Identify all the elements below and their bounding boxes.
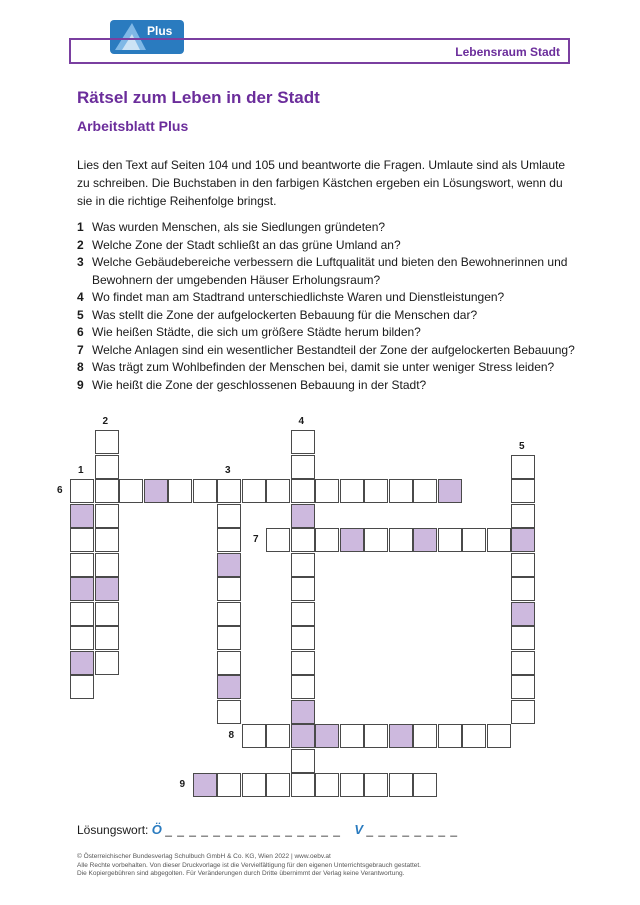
clue-number: 3 [225, 465, 231, 476]
letter-cell[interactable] [511, 651, 535, 675]
letter-cell[interactable] [291, 479, 315, 503]
letter-cell[interactable] [217, 651, 241, 675]
letter-cell[interactable] [511, 479, 535, 503]
question-number: 3 [77, 255, 84, 269]
solution-letter-second: V [354, 822, 363, 837]
letter-cell[interactable] [315, 528, 339, 552]
copyright-footer [77, 853, 577, 879]
question-item [77, 237, 577, 255]
question-number: 9 [77, 377, 84, 392]
clue-number: 8 [228, 730, 235, 741]
letter-cell[interactable] [511, 553, 535, 577]
letter-cell[interactable] [364, 773, 388, 797]
letter-cell[interactable] [193, 479, 217, 503]
letter-cell[interactable] [511, 504, 535, 528]
question-number: 6 [77, 325, 84, 339]
highlighted-letter-cell[interactable] [217, 675, 241, 699]
solution-letter-start: Ö [151, 822, 162, 837]
highlighted-letter-cell[interactable] [70, 651, 94, 675]
solution-line [77, 822, 458, 837]
question-number: 5 [77, 307, 84, 322]
letter-cell[interactable] [340, 773, 364, 797]
letter-cell[interactable] [95, 479, 119, 503]
question-number: 7 [77, 342, 84, 357]
logo-text: Plus [147, 24, 173, 38]
question-text: Welche Gebäudebereiche verbessern die Luftqualität und bieten den Bewohnerinnen und Bewohnern der umgebenden Häuser Erholungsraum? [92, 255, 568, 287]
highlighted-letter-cell[interactable] [511, 602, 535, 626]
highlighted-letter-cell[interactable] [193, 773, 217, 797]
letter-cell[interactable] [266, 479, 290, 503]
clue-number: 2 [102, 416, 109, 427]
letter-cell[interactable] [291, 602, 315, 626]
highlighted-letter-cell[interactable] [144, 479, 168, 503]
highlighted-letter-cell[interactable] [438, 479, 462, 503]
question-list [77, 219, 577, 394]
letter-cell[interactable] [291, 749, 315, 773]
letter-cell[interactable] [242, 479, 266, 503]
letter-cell[interactable] [291, 430, 315, 454]
letter-cell[interactable] [462, 528, 486, 552]
clue-number: 1 [78, 465, 84, 476]
question-item [77, 377, 577, 395]
highlighted-letter-cell[interactable] [291, 724, 315, 748]
clue-number: 5 [519, 440, 525, 452]
letter-cell[interactable] [291, 773, 315, 797]
letter-cell[interactable] [217, 504, 241, 528]
question-text: Was wurden Menschen, als sie Siedlungen gründeten? [92, 220, 386, 234]
letter-cell[interactable] [413, 479, 437, 503]
question-text: Was stellt die Zone der aufgelockerten Bebauung für die Menschen dar? [92, 307, 478, 322]
letter-cell[interactable] [340, 724, 364, 748]
question-text: Was trägt zum Wohlbefinden der Menschen bei, damit sie unter weniger Stress leiden? [92, 360, 555, 374]
letter-cell[interactable] [95, 651, 119, 675]
letter-cell[interactable] [389, 528, 413, 552]
highlighted-letter-cell[interactable] [70, 504, 94, 528]
letter-cell[interactable] [291, 577, 315, 601]
section-title: Lebensraum Stadt [455, 45, 560, 59]
highlighted-letter-cell[interactable] [315, 724, 339, 748]
letter-cell[interactable] [217, 700, 241, 724]
page-subtitle: Arbeitsblatt Plus [77, 118, 189, 134]
question-item [77, 342, 577, 360]
letter-cell[interactable] [95, 504, 119, 528]
question-item [77, 307, 577, 325]
letter-cell[interactable] [217, 773, 241, 797]
clue-number: 9 [179, 779, 186, 790]
letter-cell[interactable] [511, 455, 535, 479]
highlighted-letter-cell[interactable] [291, 700, 315, 724]
instructions: Lies den Text auf Seiten 104 und 105 und beantworte die Fragen. Umlaute sind als Umlaute zu schreiben. Die Buchstaben in den farbigen Kästchen ergeben ein Lösungswort, wenn du sie in die richtige Reihenfolge bringst. [77, 158, 566, 208]
highlighted-letter-cell[interactable] [413, 528, 437, 552]
clue-number: 7 [253, 534, 259, 545]
letter-cell[interactable] [217, 528, 241, 552]
letter-cell[interactable] [364, 528, 388, 552]
question-item [77, 254, 577, 289]
letter-cell[interactable] [511, 700, 535, 724]
letter-cell[interactable] [438, 724, 462, 748]
letter-cell[interactable] [462, 724, 486, 748]
letter-cell[interactable] [266, 528, 290, 552]
letter-cell[interactable] [70, 675, 94, 699]
letter-cell[interactable] [511, 577, 535, 601]
question-number: 8 [77, 360, 84, 374]
letter-cell[interactable] [217, 479, 241, 503]
letter-cell[interactable] [70, 602, 94, 626]
letter-cell[interactable] [413, 773, 437, 797]
letter-cell[interactable] [119, 479, 143, 503]
letter-cell[interactable] [242, 773, 266, 797]
question-text: Wie heißen Städte, die sich um größere Städte herum bilden? [92, 325, 421, 339]
question-text: Wie heißt die Zone der geschlossenen Bebauung in der Stadt? [92, 377, 427, 392]
question-text: Wo findet man am Stadtrand unterschiedlichste Waren und Dienstleistungen? [92, 290, 505, 304]
letter-cell[interactable] [438, 528, 462, 552]
letter-cell[interactable] [291, 528, 315, 552]
letter-cell[interactable] [70, 626, 94, 650]
header-bar [69, 38, 570, 64]
footer-line: Alle Rechte vorbehalten. Von dieser Druckvorlage ist die Vervielfältigung für den eigenen Unterrichtsgebrauch gestattet. [77, 861, 421, 869]
letter-cell[interactable] [95, 626, 119, 650]
letter-cell[interactable] [70, 528, 94, 552]
letter-cell[interactable] [70, 479, 94, 503]
question-number: 2 [77, 237, 84, 252]
letter-cell[interactable] [364, 479, 388, 503]
letter-cell[interactable] [291, 455, 315, 479]
clue-number: 6 [57, 485, 63, 496]
highlighted-letter-cell[interactable] [95, 577, 119, 601]
letter-cell[interactable] [217, 577, 241, 601]
highlighted-letter-cell[interactable] [340, 528, 364, 552]
letter-cell[interactable] [291, 553, 315, 577]
letter-cell[interactable] [364, 724, 388, 748]
letter-cell[interactable] [315, 773, 339, 797]
footer-line: © Österreichischer Bundesverlag Schulbuch GmbH & Co. KG, Wien 2022 | www.oebv.at [77, 853, 331, 860]
letter-cell[interactable] [315, 479, 339, 503]
letter-cell[interactable] [487, 528, 511, 552]
letter-cell[interactable] [389, 773, 413, 797]
question-item [77, 289, 577, 307]
letter-cell[interactable] [266, 724, 290, 748]
letter-cell[interactable] [511, 675, 535, 699]
letter-cell[interactable] [389, 479, 413, 503]
solution-blanks-2[interactable]: _ _ _ _ _ _ _ _ [366, 823, 459, 837]
question-item [77, 219, 577, 237]
letter-cell[interactable] [511, 626, 535, 650]
highlighted-letter-cell[interactable] [70, 577, 94, 601]
letter-cell[interactable] [168, 479, 192, 503]
highlighted-letter-cell[interactable] [217, 553, 241, 577]
letter-cell[interactable] [217, 602, 241, 626]
letter-cell[interactable] [266, 773, 290, 797]
letter-cell[interactable] [291, 626, 315, 650]
solution-label: Lösungswort: [77, 823, 149, 837]
highlighted-letter-cell[interactable] [511, 528, 535, 552]
question-number: 4 [77, 290, 84, 304]
letter-cell[interactable] [291, 651, 315, 675]
letter-cell[interactable] [487, 724, 511, 748]
question-text: Welche Anlagen sind ein wesentlicher Bestandteil der Zone der aufgelockerten Bebauung? [92, 342, 575, 357]
letter-cell[interactable] [95, 553, 119, 577]
letter-cell[interactable] [70, 553, 94, 577]
highlighted-letter-cell[interactable] [389, 724, 413, 748]
letter-cell[interactable] [217, 626, 241, 650]
letter-cell[interactable] [242, 724, 266, 748]
question-item [77, 324, 577, 342]
letter-cell[interactable] [95, 455, 119, 479]
solution-blanks-1[interactable]: _ _ _ _ _ _ _ _ _ _ _ _ _ _ _ [165, 823, 341, 837]
clue-number: 4 [298, 416, 305, 427]
question-text: Welche Zone der Stadt schließt an das grüne Umland an? [92, 237, 401, 252]
question-item [77, 359, 577, 377]
letter-cell[interactable] [95, 602, 119, 626]
letter-cell[interactable] [340, 479, 364, 503]
letter-cell[interactable] [413, 724, 437, 748]
letter-cell[interactable] [95, 528, 119, 552]
footer-line: Die Kopiergebühren sind abgegolten. Für Veränderungen durch Dritte übernimmt der Verlag keine Verantwortung. [77, 870, 405, 877]
page-title: Rätsel zum Leben in der Stadt [77, 88, 320, 107]
letter-cell[interactable] [291, 675, 315, 699]
question-number: 1 [77, 220, 84, 234]
letter-cell[interactable] [95, 430, 119, 454]
highlighted-letter-cell[interactable] [291, 504, 315, 528]
